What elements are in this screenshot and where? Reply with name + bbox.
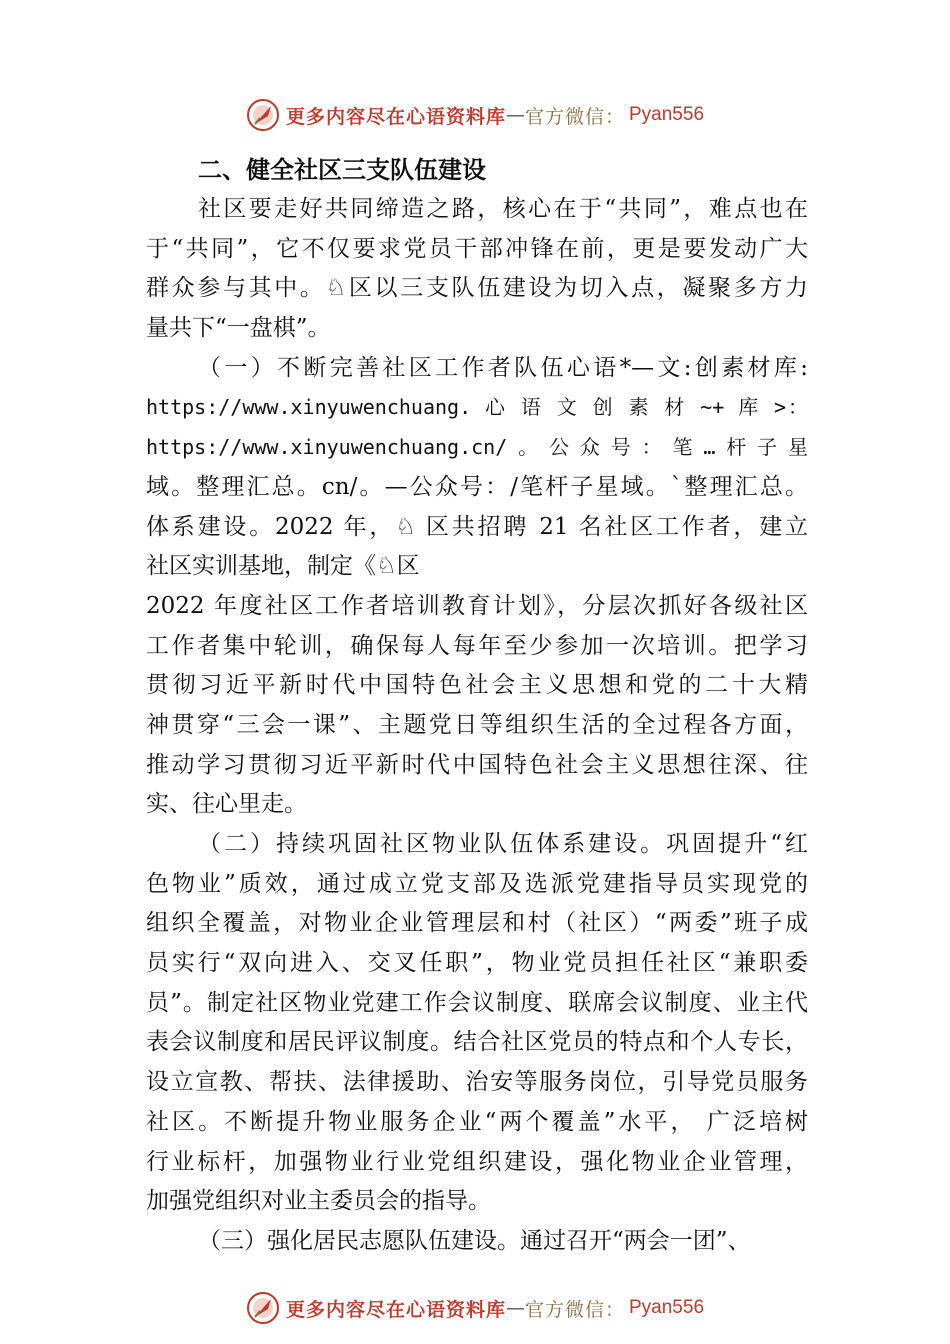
body-line: 行业标杆，加强物业行业党组织建设，强化物业企业管理， (146, 1148, 808, 1175)
body-line: 员”。制定社区物业党建工作会议制度、联席会议制度、业主代 (146, 989, 808, 1016)
section-heading: 二、健全社区三支队伍建设 (198, 156, 486, 184)
body-line: 表会议制度和居民评议制度。结合社区党员的特点和个人专长， (146, 1029, 808, 1056)
body-line: https://www.xinyuwenchuang.cn/。公众号：笔…杆子星 (146, 435, 808, 460)
body-line: 加强党组织对业主委员会的指导。 (146, 1188, 491, 1215)
body-line: 神贯穿“三会一课”、主题党日等组织生活的全过程各方面， (146, 711, 808, 738)
banner-dash: — (505, 1297, 525, 1319)
banner-wechat-id: Pyan556 (629, 1297, 705, 1318)
body-line: 域。整理汇总。cn/。—公众号：/笔杆子星域。`整理汇总。 (146, 473, 808, 500)
banner-main-text: 更多内容尽在心语资料库 (285, 1298, 506, 1321)
header-watermark-banner (0, 95, 950, 135)
body-line: https://www.xinyuwenchuang. 心 语 文 创 素 材 ~+ 库 >： (146, 395, 808, 420)
body-line: 设立宣教、帮扶、法律援助、治安等服务岗位，引导党员服务 (146, 1069, 808, 1096)
body-line: 色物业”质效，通过成立党支部及选派党建指导员实现党的 (146, 870, 808, 897)
quill-logo-icon (246, 1291, 280, 1325)
body-line: 群众参与其中。♘区以三支队伍建设为切入点，凝聚多方力 (146, 275, 808, 302)
banner-official-label: 官方微信： (524, 1298, 625, 1321)
body-line: 贯彻习近平新时代中国特色社会主义思想和党的二十大精 (146, 672, 808, 699)
footer-watermark-banner (0, 1288, 950, 1328)
body-line: 于“共同”，它不仅要求党员干部冲锋在前，更是要发动广大 (146, 235, 808, 262)
body-line: （一）不断完善社区工作者队伍心语*—文:创素材库: (198, 354, 808, 381)
body-line: 社区实训基地，制定《♘区 (146, 553, 420, 580)
body-line: 工作者集中轮训，确保每人每年至少参加一次培训。把学习 (146, 632, 808, 659)
banner-wechat-id: Pyan556 (629, 104, 705, 125)
body-line: （二）持续巩固社区物业队伍体系建设。巩固提升“红 (198, 831, 808, 857)
body-line: 体系建设。2022 年，♘ 区共招聘 21 名社区工作者，建立 (146, 513, 808, 540)
body-line: 员实行“双向进入、交叉任职”，物业党员担任社区“兼职委 (146, 950, 808, 977)
quill-logo-icon (246, 98, 280, 132)
body-line: 量共下“一盘棋”。 (146, 315, 331, 342)
banner-dash: — (505, 104, 525, 126)
body-line: （三）强化居民志愿队伍建设。通过召开“两会一团”、 (198, 1227, 751, 1254)
body-line: 社区要走好共同缔造之路，核心在于“共同”，难点也在 (198, 196, 808, 222)
banner-main-text: 更多内容尽在心语资料库 (285, 105, 506, 128)
body-line: 实、往心里走。 (146, 791, 307, 818)
body-line: 推动学习贯彻习近平新时代中国特色社会主义思想往深、往 (146, 751, 808, 778)
document-body (146, 190, 808, 1262)
banner-official-label: 官方微信： (524, 105, 625, 128)
body-line: 组织全覆盖，对物业企业管理层和村（社区）“两委”班子成 (146, 910, 808, 937)
body-line: 社区。不断提升物业服务企业“两个覆盖”水平， 广泛培树 (146, 1108, 808, 1135)
body-line: 2022 年度社区工作者培训教育计划》，分层次抓好各级社区 (146, 592, 808, 619)
